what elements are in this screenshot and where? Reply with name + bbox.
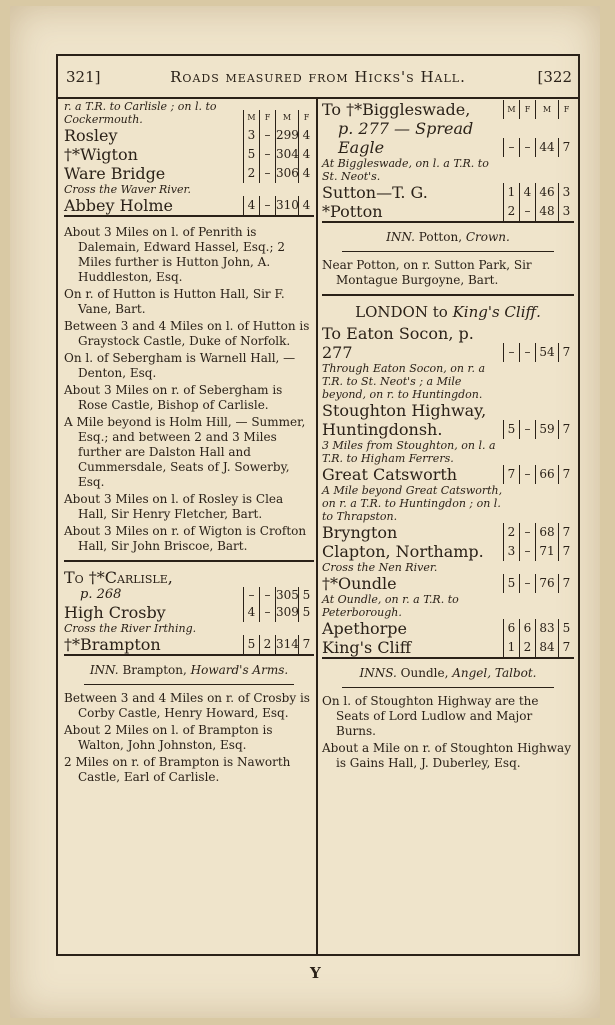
page-number-right: [322 — [537, 68, 572, 86]
biggleswade-table — [322, 100, 574, 223]
table-header-row: r. a T.R. to Carlisle ; on l. to Cockermouth. M F M F — [64, 100, 314, 126]
inn-line: INN. Potton, Crown. — [386, 230, 510, 244]
inn-line: INN. Brampton, Howard's Arms. — [89, 663, 289, 677]
table-note-row: Through Eaton Socon, on r. a T.R. to St. Neot's ; a Mile beyond, on r. to Huntingdon. — [322, 362, 486, 401]
note-paragraph: About a Mile on r. of Stoughton Highway is Gains Hall, J. Duberley, Esq. — [322, 741, 571, 770]
table-row: High Crosby 4 – 309 5 — [64, 603, 314, 622]
left-column — [64, 100, 314, 787]
note-paragraph: About 2 Miles on l. of Brampton is Walton, John Johnston, Esq. — [64, 723, 273, 752]
short-rule — [84, 684, 294, 685]
table-row: To †*Carlisle, — [64, 568, 173, 587]
short-rule — [342, 251, 554, 252]
note-paragraph: A Mile beyond is Holm Hill, — Summer, Esq.; and between 2 and 3 Miles further are Dalston Hall and Cummersdale, Seats of J. Sowerby, Esq. — [64, 415, 306, 489]
book-page — [10, 6, 600, 1018]
note-paragraph: About 3 Miles on l. of Penrith is Dalemain, Edward Hassel, Esq.; 2 Miles further is Hutton John, A. Huddleston, Esq. — [64, 225, 285, 284]
table-note-row: At Oundle, on r. a T.R. to Peterborough. — [322, 593, 459, 619]
note-paragraph: About 3 Miles on l. of Rosley is Clea Hall, Sir Henry Fletcher, Bart. — [64, 492, 284, 521]
table-row: p. 277 — Spread Eagle – – 44 7 — [322, 119, 574, 157]
note-paragraph: About 3 Miles on r. of Sebergham is Rose Castle, Bishop of Carlisle. — [64, 383, 283, 412]
table-row: Abbey Holme 4 – 310 4 — [64, 196, 314, 215]
table-row: *Potton 2 – 48 3 — [322, 202, 574, 221]
signature-mark: Y — [310, 964, 321, 982]
note-paragraph: Between 3 and 4 Miles on r. of Crosby is Corby Castle, Henry Howard, Esq. — [64, 691, 310, 720]
kings-cliff-rows — [322, 401, 574, 657]
table-row: To †*Biggleswade, M F M F — [322, 100, 574, 119]
note-paragraph: On l. of Sebergham is Warnell Hall, — Denton, Esq. — [64, 351, 296, 380]
table-note-row: A Mile beyond Great Catsworth, on r. a T.R. to Huntingdon ; on l. to Thrapston. — [322, 484, 503, 523]
right-column — [322, 100, 574, 773]
table-note-row: Cross the River Irthing. — [64, 622, 197, 635]
note-paragraph: Near Potton, on r. Sutton Park, Sir Montague Burgoyne, Bart. — [322, 258, 532, 287]
table-row: †*Wigton 5 – 304 4 — [64, 145, 314, 164]
note-paragraph: About 3 Miles on r. of Wigton is Crofton Hall, Sir John Briscoe, Bart. — [64, 524, 307, 553]
table-row: Clapton, Northamp. 3 – 71 7 — [322, 542, 574, 561]
inn-line: INNS. Oundle, Angel, Talbot. — [359, 666, 537, 680]
page-frame — [56, 54, 580, 956]
table-row: To Eaton Socon, p. 277 – – 54 7 — [322, 324, 574, 362]
section-rule — [322, 294, 574, 296]
left-route-table — [64, 100, 314, 217]
header-rule — [58, 97, 578, 99]
route-heading: LONDON to King's Cliff. — [355, 303, 541, 321]
table-row: †*Brampton 5 2 314 7 — [64, 635, 314, 654]
route-intro: r. a T.R. to Carlisle ; on l. to Cockermouth. — [64, 100, 217, 126]
column-divider — [316, 98, 318, 954]
page-number-left: 321] — [66, 68, 101, 86]
table-row: King's Cliff 1 2 84 7 — [322, 638, 574, 657]
table-row: Sutton—T. G. 1 4 46 3 — [322, 183, 574, 202]
note-paragraph: Between 3 and 4 Miles on l. of Hutton is Graystock Castle, Duke of Norfolk. — [64, 319, 310, 348]
table-note-row: Cross the Nen River. — [322, 561, 438, 574]
table-row: †*Oundle 5 – 76 7 — [322, 574, 574, 593]
running-title: Roads measured from Hicks's Hall. — [170, 68, 466, 86]
table-row: Ware Bridge 2 – 306 4 — [64, 164, 314, 183]
short-rule — [342, 687, 554, 688]
note-paragraph: On r. of Hutton is Hutton Hall, Sir F. Vane, Bart. — [64, 287, 285, 316]
table-row: Great Catsworth 7 – 66 7 — [322, 465, 574, 484]
kings-cliff-table — [322, 324, 574, 659]
note-paragraph: On l. of Stoughton Highway are the Seats of Lord Ludlow and Major Burns. — [322, 694, 539, 738]
table-row: Bryngton 2 – 68 7 — [322, 523, 574, 542]
note-paragraph: 2 Miles on r. of Brampton is Naworth Castle, Earl of Carlisle. — [64, 755, 291, 784]
running-header — [58, 56, 578, 98]
table-row: Stoughton Highway, Huntingdonsh. 5 – 59 7 — [322, 401, 574, 439]
carlisle-route-table — [64, 568, 314, 656]
table-row: p. 268 – – 305 5 — [64, 587, 314, 603]
table-row: Apethorpe 6 6 83 5 — [322, 619, 574, 638]
table-note-row: Cross the Waver River. — [64, 183, 192, 196]
section-rule — [64, 560, 314, 562]
table-note-row: 3 Miles from Stoughton, on l. a T.R. to Higham Ferrers. — [322, 439, 496, 465]
table-note-row: At Biggleswade, on l. a T.R. to St. Neot's. — [322, 157, 489, 183]
table-row: Rosley 3 – 299 4 — [64, 126, 314, 145]
